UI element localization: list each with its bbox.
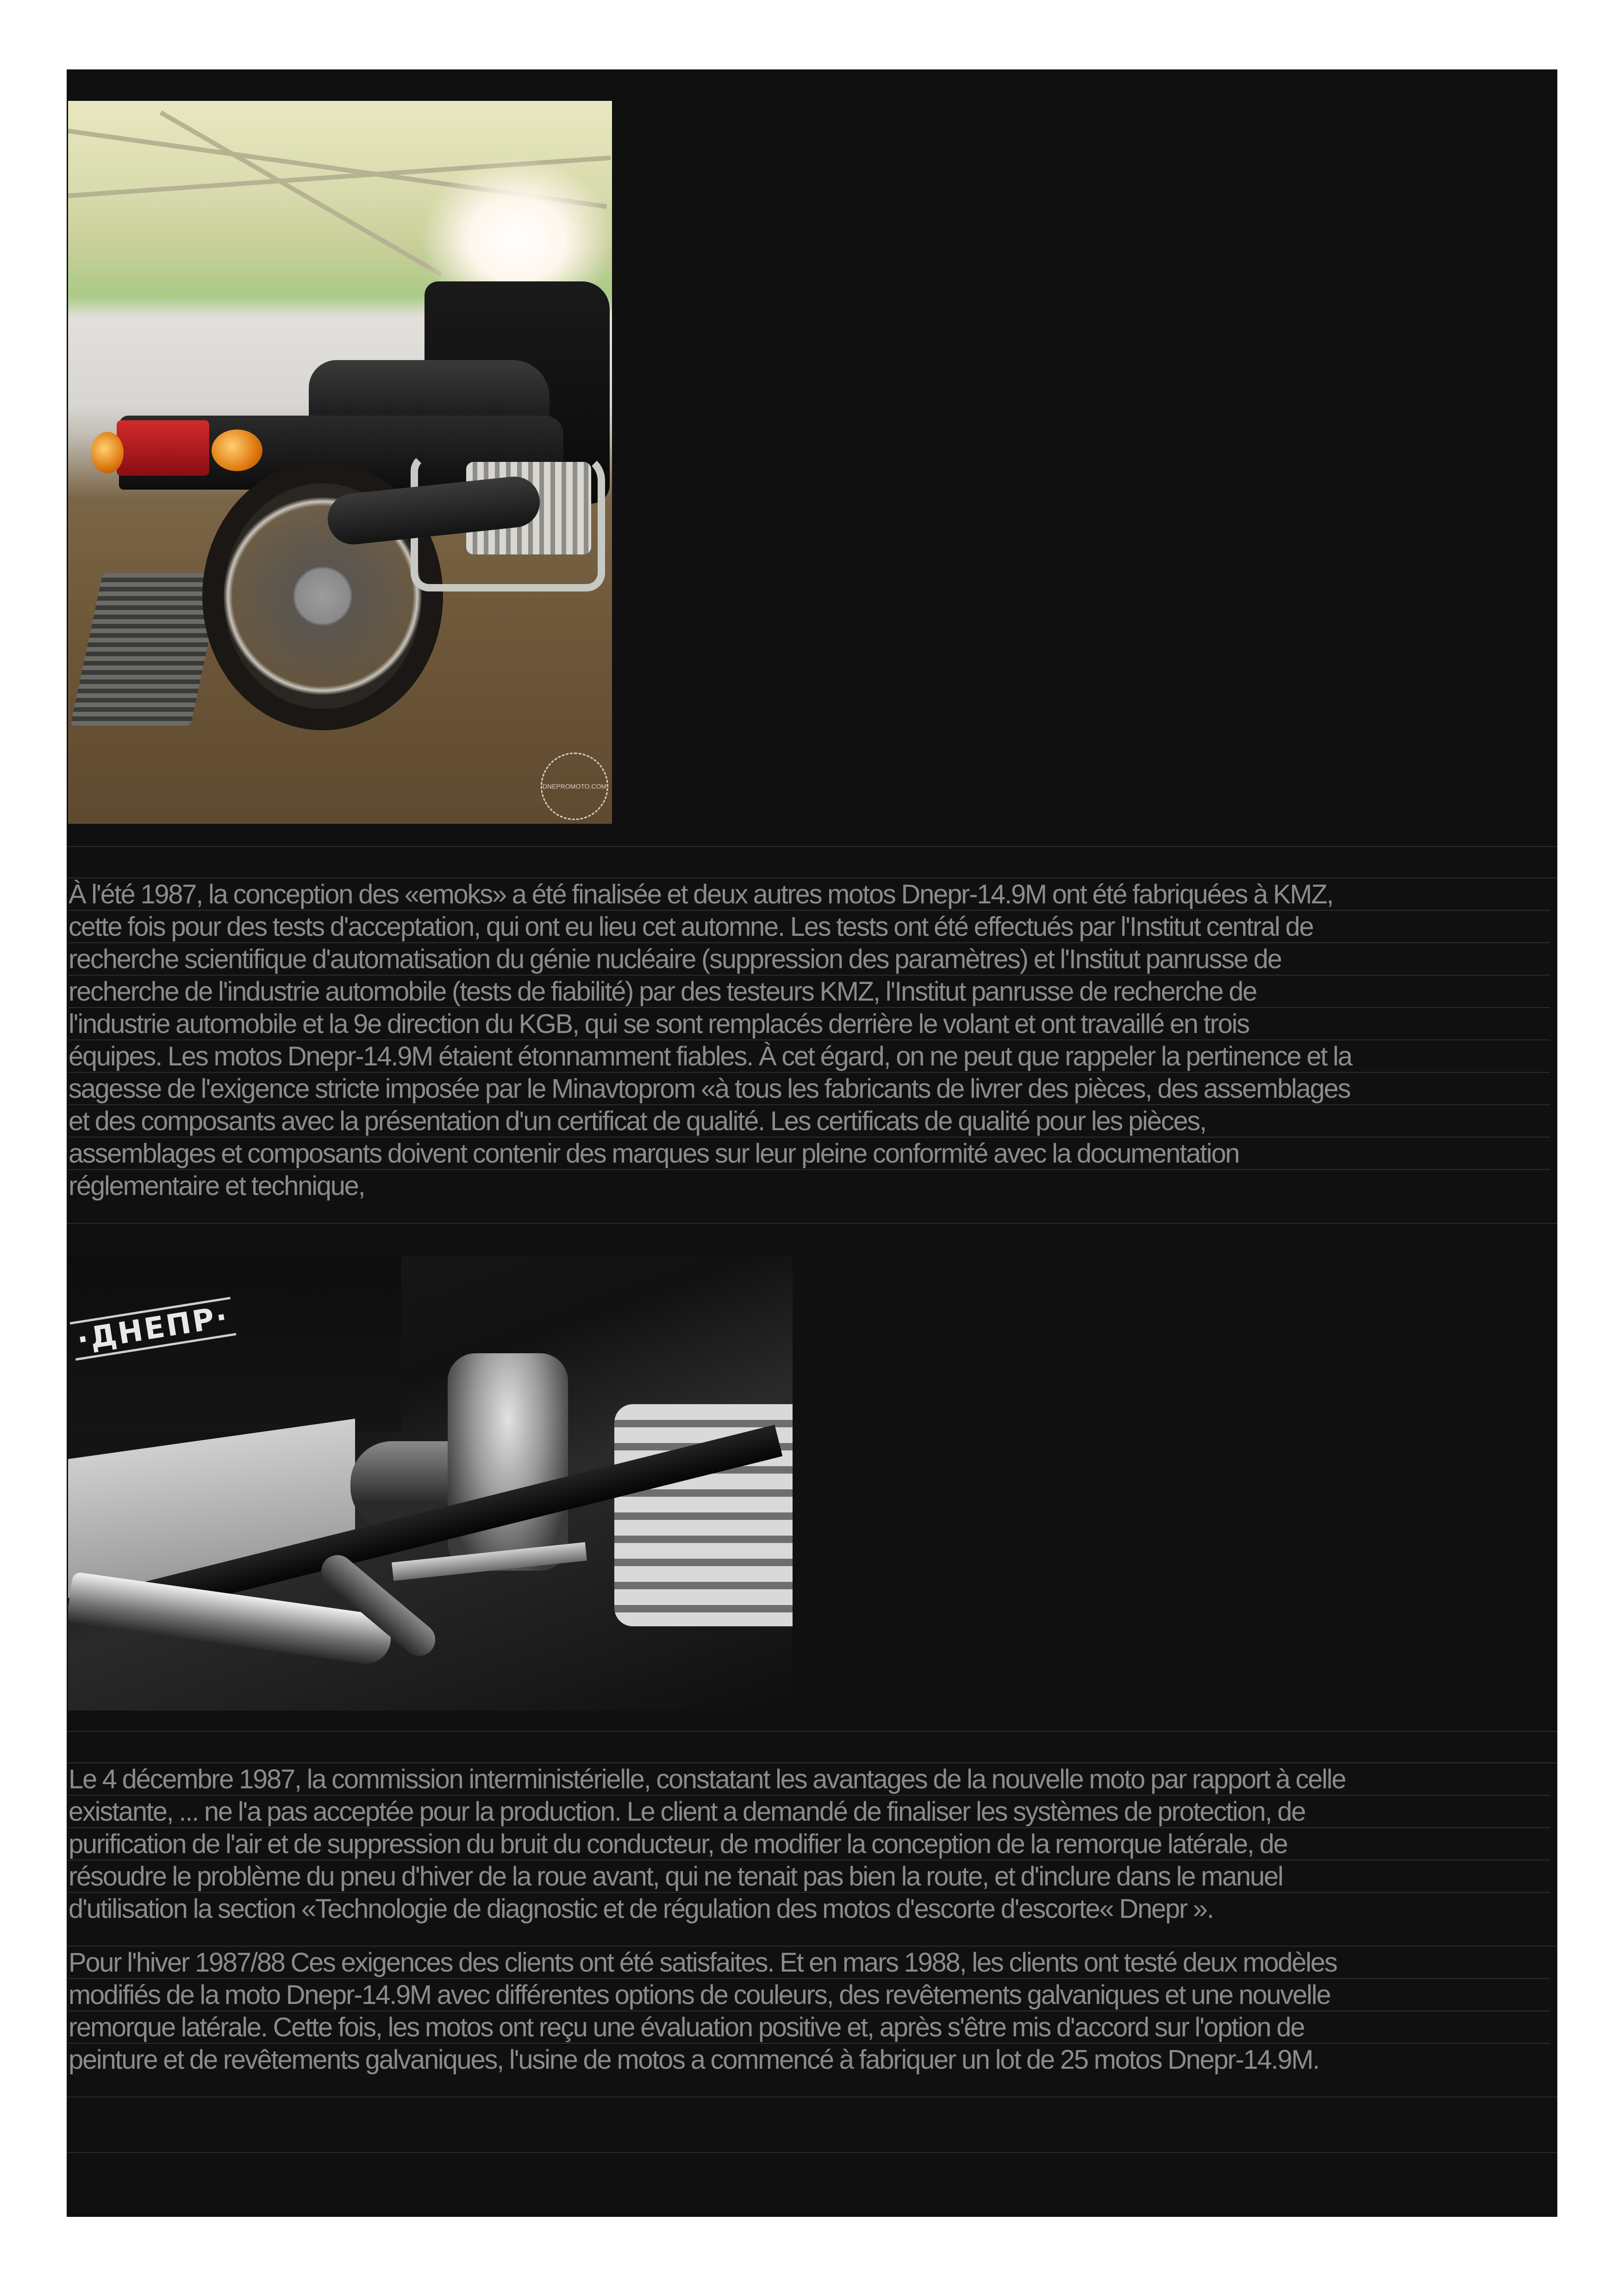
text-line: purification de l'air et de suppression du bruit du conducteur, de modifier la conception de la remorque latérale, de [69, 1828, 1550, 1860]
motorcycle-rear-photo [68, 101, 612, 824]
text-line: recherche de l'industrie automobile (tests de fiabilité) par des testeurs KMZ, l'Institut panrusse de recherche de [69, 976, 1550, 1008]
turn-signal [91, 432, 124, 473]
text-line: équipes. Les motos Dnepr-14.9M étaient étonnamment fiables. À cet égard, on ne peut que rappeler la pertinence et la [69, 1040, 1550, 1073]
turn-signal [212, 429, 262, 471]
ceiling-beam [160, 111, 443, 277]
carburetor [448, 1353, 568, 1571]
dnepr-tank-badge: ·ДНЕПР· [70, 1297, 237, 1361]
watermark-logo: DNEPROMOTO.COM [541, 753, 608, 820]
text-line: recherche scientifique d'automatisation du génie nucléaire (suppression des paramètres) et l'Institut panrusse de [69, 943, 1550, 976]
divider [67, 1731, 1557, 1732]
tail-light [117, 420, 209, 476]
text-line: l'industrie automobile et la 9e direction du KGB, qui se sont remplacés derrière le volant et ont travaillé en trois [69, 1008, 1550, 1040]
divider [67, 2152, 1557, 2153]
mudflap [70, 573, 223, 726]
text-line: et des composants avec la présentation d'un certificat de qualité. Les certificats de qualité pour les pièces, [69, 1105, 1550, 1138]
paragraph-production-batch [69, 1947, 1555, 2076]
text-line: assemblages et composants doivent contenir des marques sur leur pleine conformité avec la documentation [69, 1138, 1550, 1170]
text-line: remorque latérale. Cette fois, les motos ont reçu une évaluation positive et, après s'être mis d'accord sur l'option de [69, 2011, 1550, 2044]
text-line: réglementaire et technique, [69, 1171, 365, 1201]
text-line: cette fois pour des tests d'acceptation, qui ont eu lieu cet automne. Les tests ont été effectués par l'Institut central de [69, 911, 1550, 943]
text-line: À l'été 1987, la conception des «emoks» a été finalisée et deux autres motos Dnepr-14.9M ont été fabriquées à KMZ, [69, 878, 1550, 911]
divider [67, 1223, 1557, 1224]
engine-closeup-photo [68, 1256, 793, 1711]
text-line: Le 4 décembre 1987, la commission interministérielle, constatant les avantages de la nouvelle moto par rapport à celle [69, 1763, 1550, 1796]
text-line: existante, ... ne l'a pas acceptée pour la production. Le client a demandé de finaliser les systèmes de protection, de [69, 1796, 1550, 1828]
paragraph-acceptance-tests [69, 878, 1555, 1202]
paragraph-commission-decision [69, 1763, 1555, 1925]
divider [67, 846, 1557, 847]
text-line: d'utilisation la section «Technologie de diagnostic et de régulation des motos d'escorte d'escorte« Dnepr ». [69, 1894, 1213, 1924]
text-line: sagesse de l'exigence stricte imposée par le Minavtoprom «à tous les fabricants de livrer des pièces, des assemblages [69, 1073, 1550, 1105]
text-line: peinture et de revêtements galvaniques, l'usine de motos a commencé à fabriquer un lot de 25 motos Dnepr-14.9M. [69, 2045, 1319, 2075]
text-line: modifiés de la moto Dnepr-14.9M avec différentes options de couleurs, des revêtements galvaniques et une nouvelle [69, 1979, 1550, 2011]
text-line: résoudre le problème du pneu d'hiver de la roue avant, qui ne tenait pas bien la route, et d'inclure dans le manuel [69, 1860, 1550, 1893]
text-line: Pour l'hiver 1987/88 Ces exigences des clients ont été satisfaites. Et en mars 1988, les clients ont testé deux modèles [69, 1947, 1550, 1979]
